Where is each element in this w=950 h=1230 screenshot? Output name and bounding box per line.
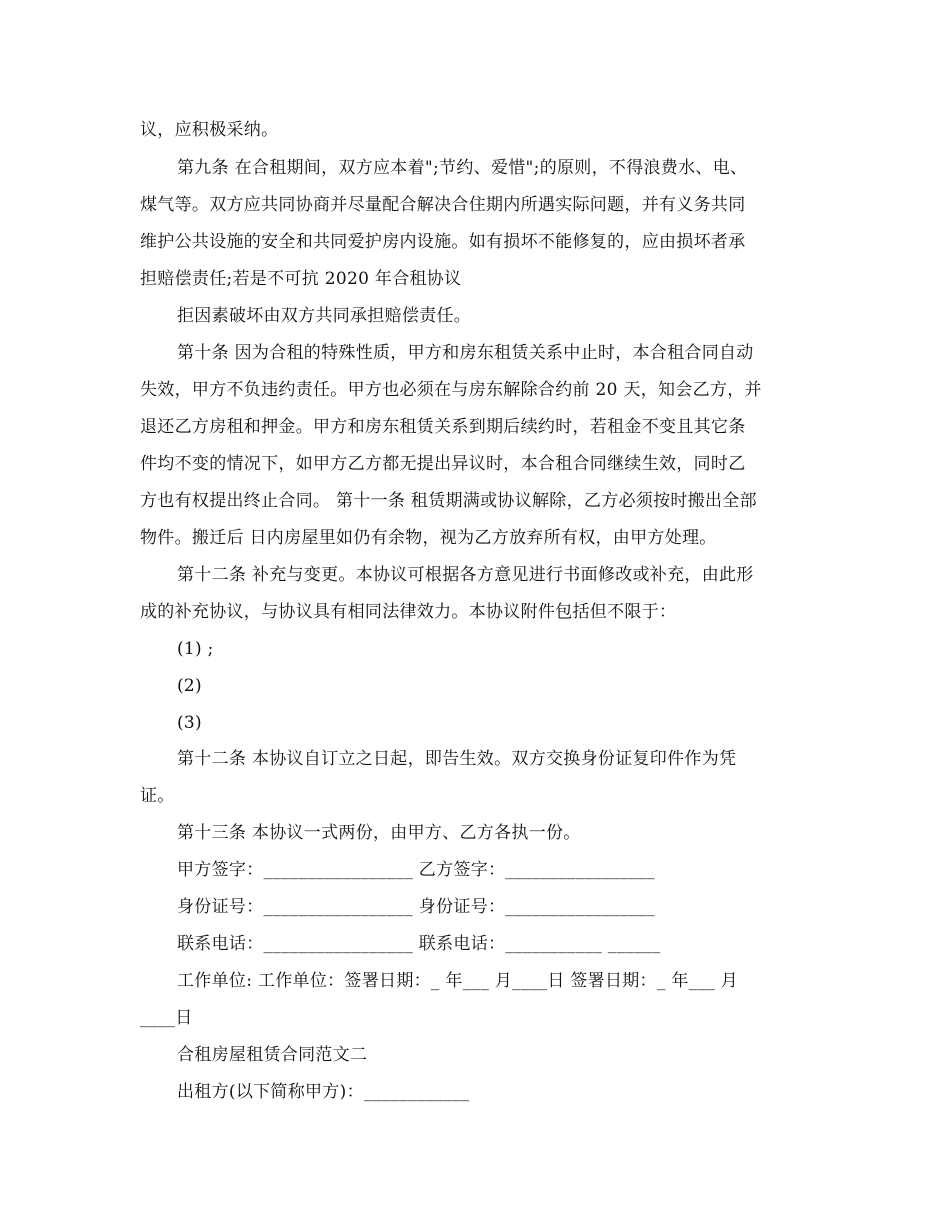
text-line: 议，应积极采纳。	[140, 120, 279, 140]
list-item: (1) ;	[177, 639, 214, 659]
text-line: 拒因素破坏由双方共同承担赔偿责任。	[177, 306, 472, 326]
text-line: 失效，甲方不负违约责任。甲方也必须在与房东解除合约前 20 天，知会乙方，并	[140, 380, 762, 400]
section-title: 合租房屋租赁合同范文二	[177, 1045, 368, 1065]
text-line: 证。	[140, 786, 175, 806]
text-line: 担赔偿责任;若是不可抗 2020 年合租协议	[140, 269, 462, 289]
text-line: 方也有权提出终止合同。 第十一条 租赁期满或协议解除，乙方必须按时搬出全部	[140, 491, 757, 511]
text-line: 第十条 因为合租的特殊性质，甲方和房东租赁关系中止时，本合租合同自动	[177, 343, 754, 363]
text-line: 成的补充协议，与协议具有相同法律效力。本协议附件包括但不限于：	[140, 602, 677, 622]
list-item: (3)	[177, 713, 202, 733]
date-continuation-line: ____日	[140, 1008, 193, 1028]
text-line: 第十二条 补充与变更。本协议可根据各方意见进行书面修改或补充，由此形	[177, 565, 754, 585]
id-number-line: 身份证号：_________________ 身份证号：_________________	[177, 897, 655, 917]
text-line: 第十二条 本协议自订立之日起，即告生效。双方交换身份证复印件作为凭	[177, 749, 737, 769]
text-line: 物件。搬迁后 日内房屋里如仍有余物，视为乙方放弃所有权，由甲方处理。	[140, 528, 717, 548]
text-line: 煤气等。双方应共同协商并尽量配合解决合住期内所遇实际问题，并有义务共同	[140, 195, 746, 215]
text-line: 第十三条 本协议一式两份，由甲方、乙方各执一份。	[177, 823, 581, 843]
text-line: 第九条 在合租期间，双方应本着";节约、爱惜";的原则，不得浪费水、电、	[177, 158, 748, 178]
text-line: 件均不变的情况下，如甲方乙方都无提出异议时，本合租合同继续生效，同时乙	[140, 454, 746, 474]
employer-date-line: 工作单位: 工作单位：签署日期：_ 年___ 月____日 签署日期：_ 年___ 月	[177, 971, 739, 991]
text-line: 退还乙方房租和押金。甲方和房东租赁关系到期后续约时，若租金不变且其它条	[140, 417, 746, 437]
lessor-line: 出租方(以下简称甲方)：____________	[177, 1082, 470, 1102]
text-line: 维护公共设施的安全和共同爱护房内设施。如有损坏不能修复的，应由损坏者承	[140, 232, 746, 252]
signature-line: 甲方签字：_________________ 乙方签字：_________________	[177, 860, 655, 880]
list-item: (2)	[177, 676, 202, 696]
phone-line: 联系电话：_________________ 联系电话：___________ ______	[177, 934, 661, 954]
